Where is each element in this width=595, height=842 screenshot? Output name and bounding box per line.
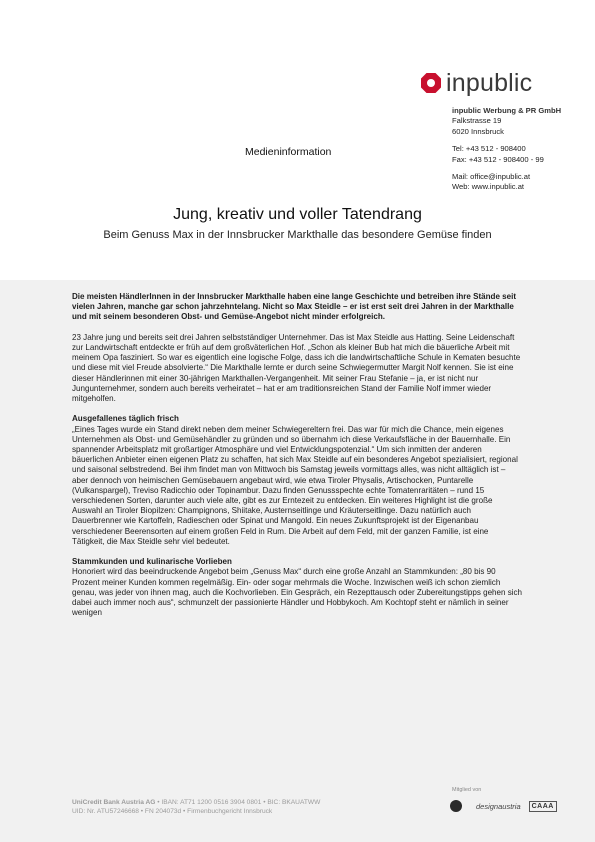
- footer-company-register: UID: Nr. ATU57246668 • FN 204073d • Firmenbuchgericht Innsbruck: [72, 808, 273, 815]
- partner-caaa-logo: CAAA: [529, 801, 557, 812]
- footer-bank-name: UniCredit Bank Austria AG: [72, 799, 156, 806]
- article-title: Jung, kreativ und voller Tatendrang: [173, 206, 422, 223]
- inpublic-logo[interactable]: [420, 69, 533, 97]
- logo-wordmark: inpublic: [446, 69, 533, 97]
- body-paragraph: 23 Jahre jung und bereits seit drei Jahren selbstständiger Unternehmer. Das ist Max Steidle aus Hatting. Seine Leidenschaft zur Landwirtschaft entdeckte er früh auf dem großväterlichen Hof. „Schon als kleiner Bub hat mich die bäuerliche Arbeit mit meinem Opa fasziniert. So war es eigentlich eine logische Folge, dass ich die landwirtschaftliche Schule in Kematen besuchte und diese mit viel Freude absolvierte.“ Die Markthalle lernte er durch seine Schwiegermutter Margit Nolf kennen. Sie ist eine dieser Händlerinnen mit einer 30-jährigen Markthallen-Vergangenheit. Mit seiner Frau Stefanie – ja, er ist nicht nur Jungunternehmer, sondern auch bereits verheiratet – hat er am traditionsreichen Stand der Familie Nolf immer wieder mitgeholfen.: [72, 332, 521, 404]
- partner-label: Mitglied von: [452, 787, 482, 793]
- company-fax: Fax: +43 512 - 908400 - 99: [452, 154, 544, 164]
- lead-paragraph: Die meisten HändlerInnen in der Innsbrucker Markthalle haben eine lange Geschichte und betreiben ihre Stände seit vielen Jahren, manche gar schon jahrzehntelang. Nicht so Max Steidle – er ist erst seit drei Jahren in der Markthalle und mit seinem besonderen Obst- und Gemüse-Angebot nicht minder erfolgreich.: [72, 292, 517, 322]
- partner-emblem-icon: [450, 800, 462, 812]
- inpublic-logo-icon: [420, 72, 442, 94]
- footer-legal: [72, 798, 320, 816]
- body-paragraph: „Eines Tages wurde ein Stand direkt neben dem meiner Schwiegereltern frei. Das war für mich die Chance, mein eigenes Unternehmen als Obst- und Gemüsehändler zu gründen und so übernahm ich diese Verkaufsfläche in der Bauernhalle. Ein spannender Arbeitsplatz mit großartiger Atmosphäre und viel Entwicklungspotenzial.“ Um sich inmitten der anderen bäuerlichen Anbieter einen eigenen Platz zu schaffen, hat sich Max Steidle auf ein besonderes Angebot spezialisiert, regional und saisonal selbstredend. Bei ihm findet man von Mittwoch bis Samstag jeweils vormittags alles, was nicht alltäglich ist – aber dennoch von heimischen Gemüsebauern angebaut wird, wie etwa Tiroler Physalis, Artischocken, Puntarelle (Vulkanspargel), Treviso Radicchio oder Topinambur. Dazu finden Genussspechte echte Tomatenraritäten – rund 15 verschiedenen Sorten, darunter auch viele alte, gibt es zur Erntezeit zu entdecken. Ein weiteres Highlight ist die große Auswahl an Tiroler Biopilzen: Champignons, Shiitake, Austernseitlinge und Kräuterseitlinge. Dazu natürlich auch Dauerbrenner wie Kartoffeln, Radieschen oder Spinat und Mangold. Ein neues Zukunftsprojekt ist der Eigenanbau verschiedener Beerensorten auf einem großen Feld in Rum. Die Arbeit auf dem Feld, mit der ganzen Familie, ist eine Tätigkeit, die Max Steidle sehr viel bedeutet.: [72, 424, 518, 546]
- footer-bank-details: • IBAN: AT71 1200 0516 3904 0801 • BIC: BKAUATWW: [155, 799, 321, 806]
- article-body: [72, 292, 522, 629]
- company-mail[interactable]: Mail: office@inpublic.at: [452, 172, 531, 182]
- company-city: 6020 Innsbruck: [452, 126, 504, 136]
- article-subtitle: Beim Genuss Max in der Innsbrucker Markthalle das besondere Gemüse finden: [103, 229, 492, 241]
- company-tel: Tel: +43 512 - 908400: [452, 144, 526, 154]
- company-street: Falkstrasse 19: [452, 116, 502, 126]
- company-name: inpublic Werbung & PR GmbH: [452, 106, 562, 115]
- body-paragraph: Honoriert wird das beeindruckende Angebot beim „Genuss Max“ durch eine große Anzahl an Stammkunden: „80 bis 90 Prozent meiner Kunden kommen regelmäßig. Ein- oder sogar mehrmals die Woche. Inzwischen weiß ich schon ziemlich genau, was jeder von ihnen mag, auch die Kochvorlieben. Ein Gespräch, ein Rezepttausch oder Zubereitungstipps gehen sich dabei auch immer noch aus“, schmunzelt der passionierte Händler und Hobbykoch. Am Kochtopf steht er nämlich in seiner wenigen: [72, 567, 523, 618]
- company-web[interactable]: Web: www.inpublic.at: [452, 182, 525, 192]
- section-heading: Ausgefallenes täglich frisch: [72, 414, 179, 424]
- partner-logos: [450, 800, 557, 812]
- document-type-label: Medieninformation: [245, 146, 332, 158]
- section-heading: Stammkunden und kulinarische Vorlieben: [72, 557, 232, 567]
- company-contact-block: [452, 106, 561, 193]
- partner-designaustria-logo: designaustria: [476, 801, 521, 811]
